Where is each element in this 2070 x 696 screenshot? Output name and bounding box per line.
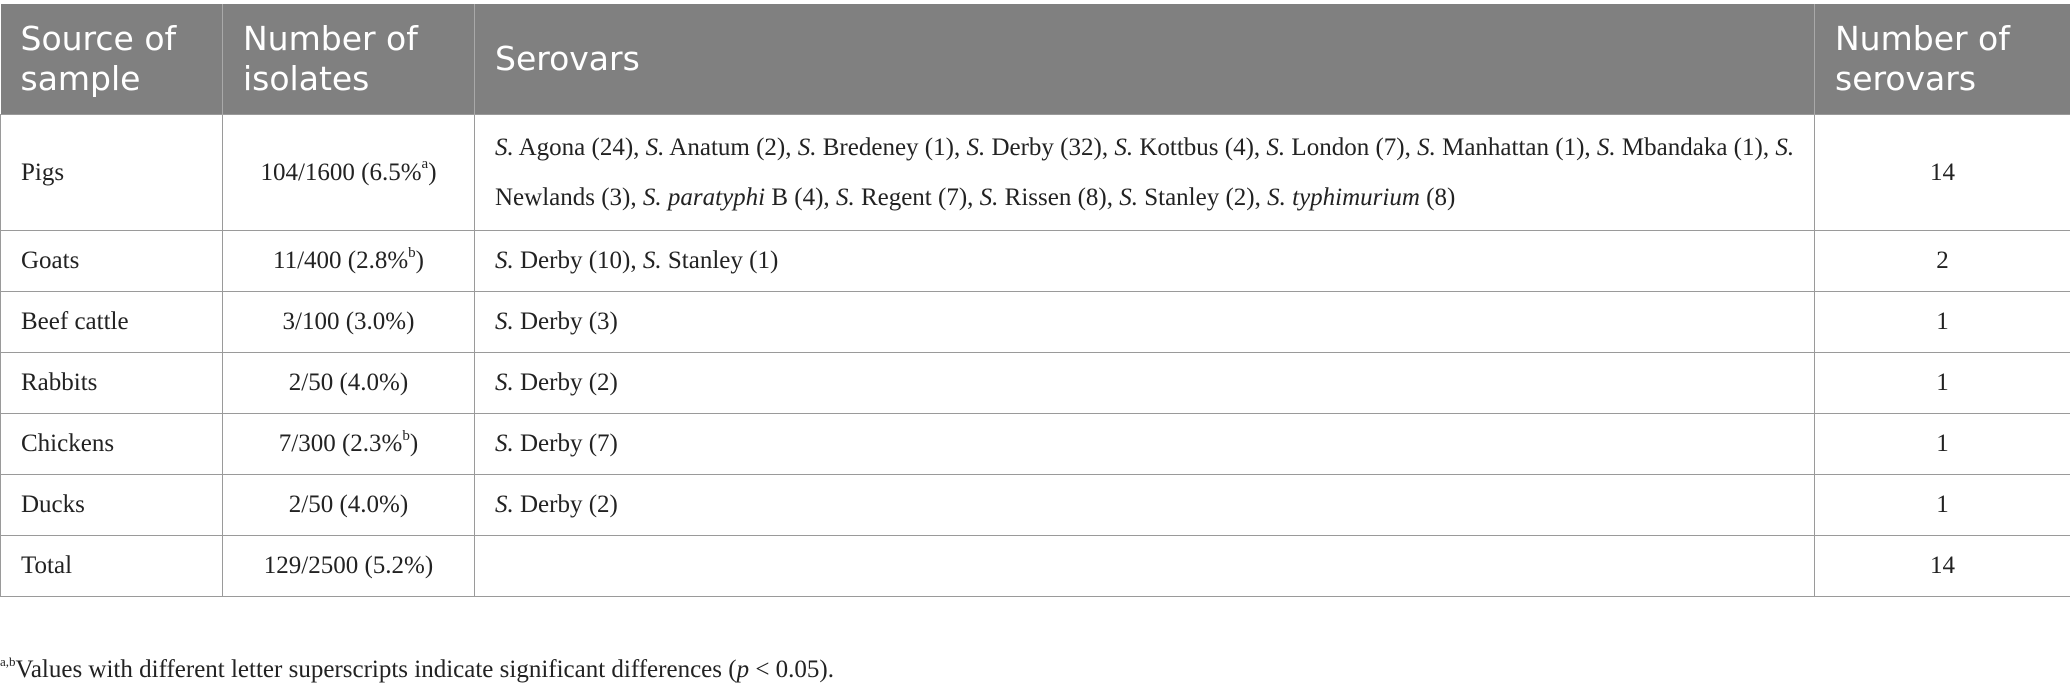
- cell-serovar-count: 1: [1815, 353, 2070, 414]
- cell-isolates: 2/50 (4.0%): [223, 475, 475, 536]
- table-row: [1, 115, 2070, 231]
- cell-serovar-count: 2: [1815, 231, 2070, 292]
- cell-isolates: 7/300 (2.3%$^b$): [223, 414, 475, 475]
- header-source: Source of sample: [1, 4, 223, 115]
- cell-serovars: S. Agona (24), S. Anatum (2), S. Bredeney (1), S. Derby (32), S. Kottbus (4), S. London (7), S. Manhattan (1), S. Mbandaka (1), S. Newlands (3), S. paratyphi B (4), S. Regent (7), S. Rissen (8), S. Stanley (2), S. typhimurium (8): [475, 115, 1815, 231]
- table-row: [1, 353, 2070, 414]
- cell-serovars: S. Derby (10), S. Stanley (1): [475, 231, 1815, 292]
- cell-isolates: 11/400 (2.8%$^b$): [223, 231, 475, 292]
- header-row: [1, 4, 2070, 115]
- footnote-text-end: < 0.05).: [749, 656, 835, 683]
- cell-serovars: S. Derby (3): [475, 292, 1815, 353]
- cell-serovars: S. Derby (7): [475, 414, 1815, 475]
- table-row: [1, 414, 2070, 475]
- cell-serovar-count: 14: [1815, 536, 2070, 597]
- table-row: [1, 475, 2070, 536]
- header-isolates: Number of isolates: [223, 4, 475, 115]
- table-footnote: [0, 653, 835, 684]
- table-row-total: [1, 536, 2070, 597]
- cell-serovar-count: 14: [1815, 115, 2070, 231]
- table-row: [1, 231, 2070, 292]
- cell-source: Pigs: [1, 115, 223, 231]
- cell-isolates: 3/100 (3.0%): [223, 292, 475, 353]
- footnote-p: p: [736, 656, 750, 683]
- cell-source: Rabbits: [1, 353, 223, 414]
- serovar-table: [0, 4, 2070, 597]
- cell-serovars: S. Derby (2): [475, 353, 1815, 414]
- cell-serovars: [475, 536, 1815, 597]
- footnote-marker: a,b: [0, 653, 16, 669]
- cell-source: Ducks: [1, 475, 223, 536]
- footnote-text: Values with different letter superscripts indicate significant differences (: [15, 656, 737, 683]
- cell-serovar-count: 1: [1815, 292, 2070, 353]
- cell-source: Total: [1, 536, 223, 597]
- cell-source: Beef cattle: [1, 292, 223, 353]
- table-header: [1, 4, 2070, 115]
- cell-isolates: 129/2500 (5.2%): [223, 536, 475, 597]
- cell-serovars: S. Derby (2): [475, 475, 1815, 536]
- data-table-container: [0, 4, 2070, 597]
- cell-source: Goats: [1, 231, 223, 292]
- header-serovars: Serovars: [475, 4, 1815, 115]
- table-body: [1, 115, 2070, 597]
- cell-serovar-count: 1: [1815, 475, 2070, 536]
- cell-serovar-count: 1: [1815, 414, 2070, 475]
- cell-isolates: 104/1600 (6.5%$^a$): [223, 115, 475, 231]
- cell-source: Chickens: [1, 414, 223, 475]
- table-row: [1, 292, 2070, 353]
- cell-isolates: 2/50 (4.0%): [223, 353, 475, 414]
- header-serovar-count: Number of serovars: [1815, 4, 2070, 115]
